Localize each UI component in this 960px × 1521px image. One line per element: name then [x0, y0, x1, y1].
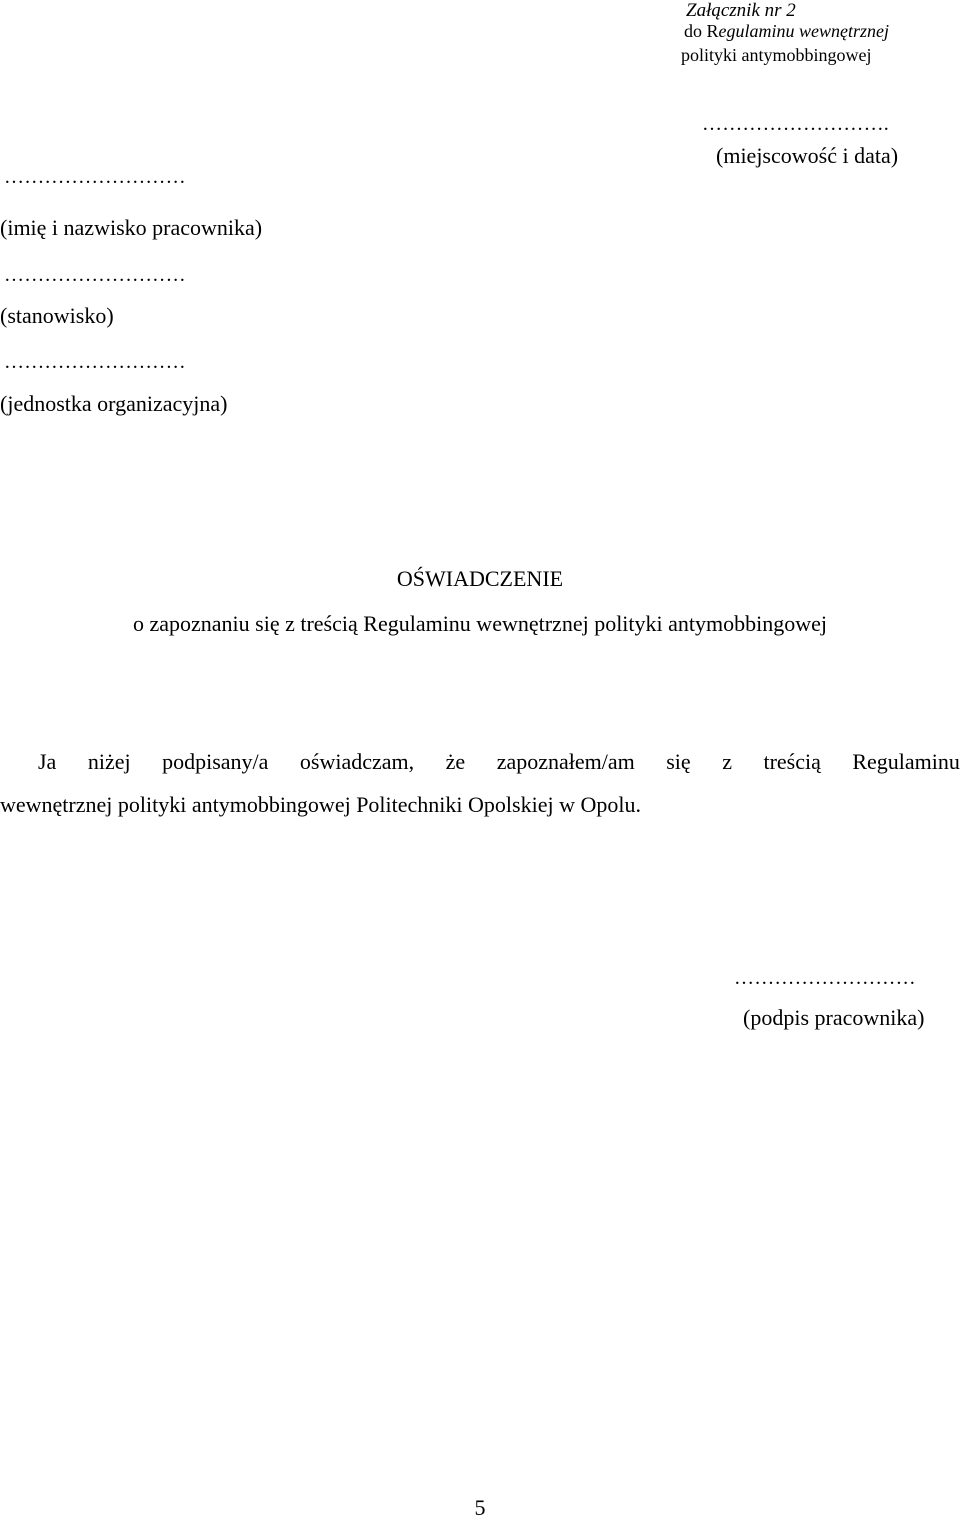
employee-name-label: (imię i nazwisko pracownika): [0, 215, 263, 240]
org-unit-dotted-line: ………………………: [4, 351, 186, 373]
declaration-word: oświadczam,: [299, 749, 415, 774]
annex-title: Załącznik nr 2: [686, 0, 796, 21]
page-number: 5: [474, 1495, 486, 1520]
signature-label: (podpis pracownika): [743, 1005, 925, 1030]
document-subtitle: o zapoznaniu się z treścią Regulaminu wewnętrznej polityki antymobbingowej: [132, 611, 828, 636]
position-label: (stanowisko): [0, 303, 114, 328]
declaration-line-1: [0, 740, 960, 783]
place-date-dotted-line: ……………………….: [702, 113, 889, 135]
declaration-word: podpisany/a: [162, 749, 269, 774]
place-date-label: (miejscowość i data): [716, 143, 899, 168]
annex-subtitle-line3: polityki antymobbingowej: [681, 45, 872, 65]
declaration-word: z: [722, 749, 732, 774]
declaration-line-2: wewnętrznej polityki antymobbingowej Politechniki Opolskiej w Opolu.: [0, 792, 641, 817]
document-title: OŚWIADCZENIE: [396, 566, 564, 591]
declaration-word: się: [666, 749, 691, 774]
declaration-word: że: [445, 749, 466, 774]
declaration-word: Regulaminu: [852, 749, 960, 774]
employee-name-dotted-line: ………………………: [4, 166, 186, 188]
signature-dotted-line: ………………………: [734, 967, 916, 989]
annex-subtitle: [684, 21, 889, 42]
org-unit-label: (jednostka organizacyjna): [0, 391, 228, 416]
declaration-word: zapoznałem/am: [496, 749, 635, 774]
declaration-paragraph: [0, 740, 960, 826]
position-dotted-line: ………………………: [4, 264, 186, 286]
declaration-word: Ja: [38, 749, 57, 774]
declaration-word: niżej: [87, 749, 131, 774]
annex-subtitle-plain: do R: [684, 21, 719, 41]
annex-subtitle-italic: egulaminu wewnętrznej: [718, 21, 889, 41]
declaration-word: treścią: [763, 749, 821, 774]
